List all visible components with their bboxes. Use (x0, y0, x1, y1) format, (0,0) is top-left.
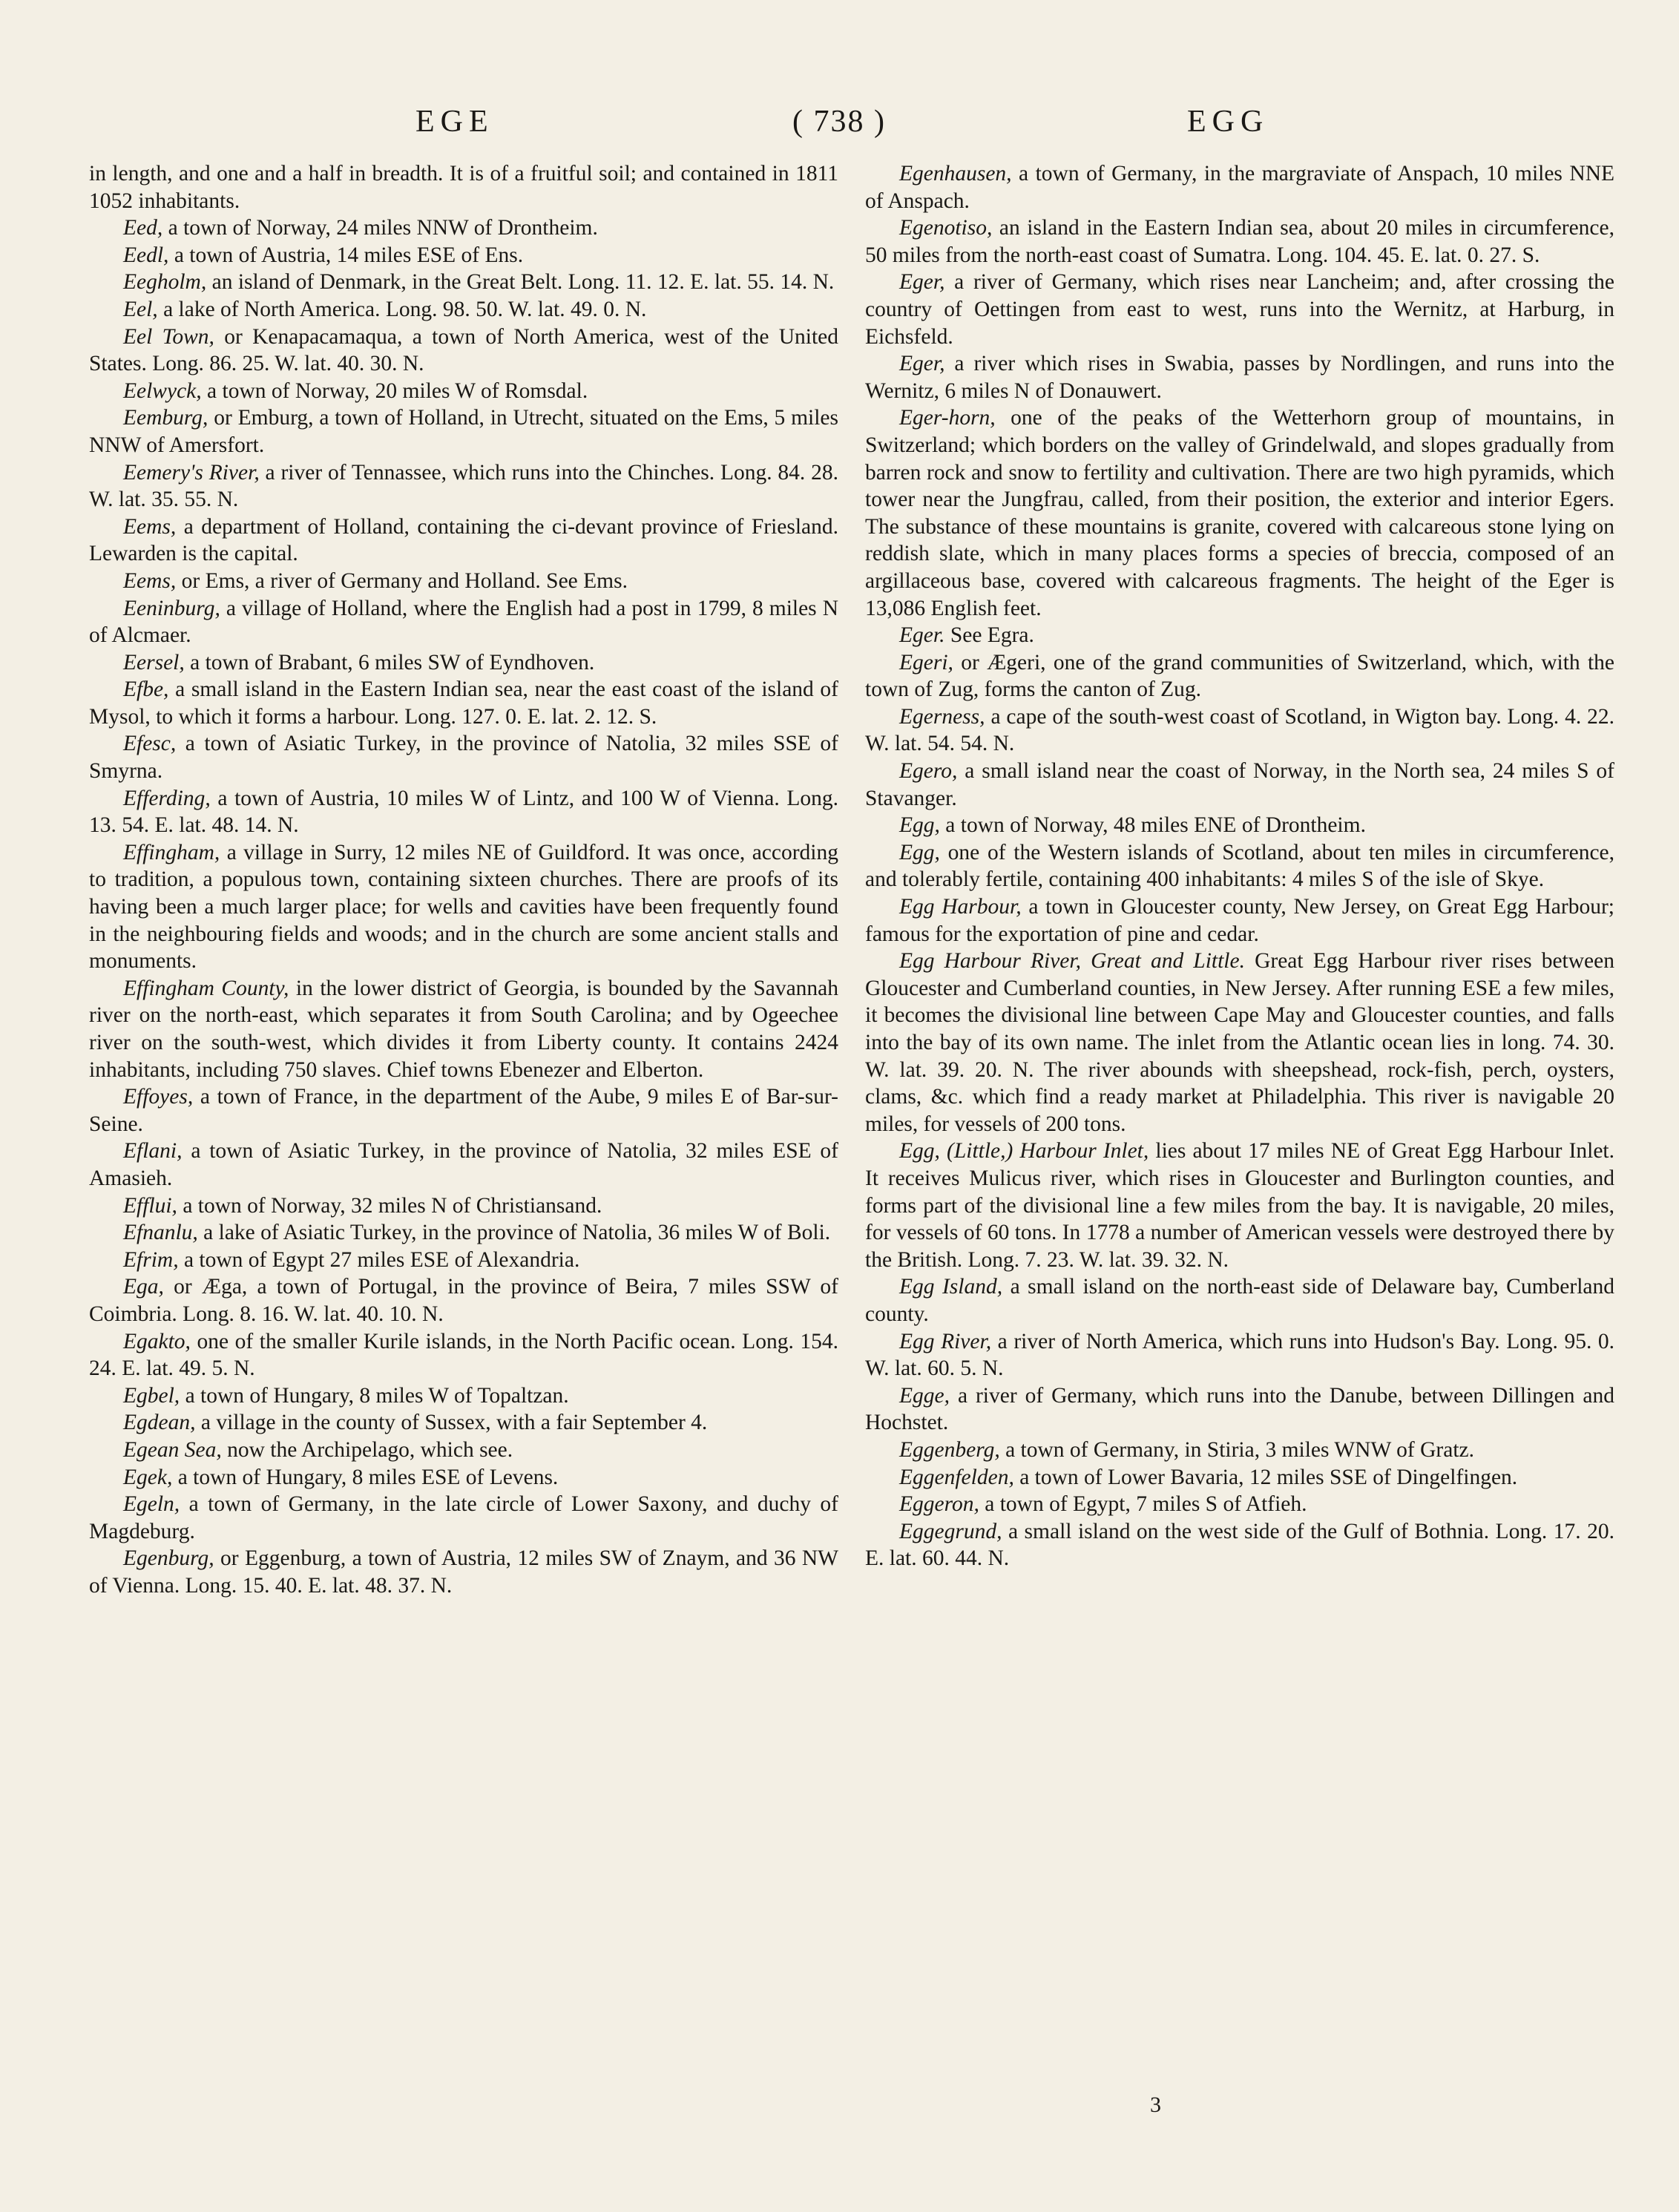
entry: Egg, one of the Western islands of Scotland, about ten miles in circumference, and tolerably fertile, containing 400 inhabitants: 4 miles S of the isle of Skye. (865, 840, 1615, 892)
entry: Ega, or Æga, a town of Portugal, in the province of Beira, 7 miles SSW of Coimbria. Long. 8. 16. W. lat. 40. 10. N. (89, 1275, 839, 1326)
entry: Egg River, a river of North America, which runs into Hudson's Bay. Long. 95. 0. W. lat. 60. 5. N. (865, 1329, 1615, 1381)
signature-mark: 3 (1150, 2093, 1161, 2117)
entry: Eemburg, or Emburg, a town of Holland, in Utrecht, situated on the Ems, 5 miles NNW of Amersfort. (89, 406, 839, 457)
entry: Eger, a river of Germany, which rises near Lancheim; and, after crossing the country of Oettingen from east to west, runs into the Wernitz, at Harburg, in Eichsfeld. (865, 270, 1614, 349)
entry: Egeln, a town of Germany, in the late circle of Lower Saxony, and duchy of Magdeburg. (89, 1492, 839, 1543)
entry: Egean Sea, now the Archipelago, which see. (123, 1437, 513, 1462)
entry: Eggeron, a town of Egypt, 7 miles S of Atfieh. (899, 1492, 1307, 1517)
entry: Eel Town, or Kenapacamaqua, a town of North America, west of the United States. Long. 86. 25. W. lat. 40. 30. N. (89, 324, 839, 376)
entry: Efrim, a town of Egypt 27 miles ESE of Alexandria. (123, 1247, 580, 1272)
right-column (865, 160, 1614, 1572)
entry: Effingham County, in the lower district of Georgia, is bounded by the Savannah river on the north-east, which separates it from South Carolina; and by Ogeechee river on the south-west, which divides it from Liberty county. It contains 2424 inhabitants, including 750 slaves. Chief towns Ebenezer and Elberton. (89, 976, 839, 1082)
entry: Egek, a town of Hungary, 8 miles ESE of Levens. (123, 1465, 559, 1489)
entry: Efesc, a town of Asiatic Turkey, in the province of Natolia, 32 miles SSE of Smyrna. (89, 732, 839, 784)
left-column (89, 160, 838, 1599)
entry: Egenburg, or Eggenburg, a town of Austria, 12 miles SW of Znaym, and 36 NW of Vienna. Long. 15. 40. E. lat. 48. 37. N. (89, 1546, 838, 1598)
entry: Egbel, a town of Hungary, 8 miles W of Topaltzan. (123, 1383, 569, 1408)
entry: Effoyes, a town of France, in the department of the Aube, 9 miles E of Bar-sur-Seine. (89, 1085, 839, 1136)
entry: Eggenberg, a town of Germany, in Stiria, 3 miles WNW of Gratz. (899, 1437, 1475, 1462)
entry: Eggenfelden, a town of Lower Bavaria, 12 miles SSE of Dingelfingen. (899, 1465, 1518, 1489)
entry: Egg Harbour, a town in Gloucester county, New Jersey, on Great Egg Harbour; famous for the exportation of pine and cedar. (865, 895, 1614, 946)
entry: Egg, a town of Norway, 48 miles ENE of Drontheim. (899, 813, 1366, 838)
entry: Eggegrund, a small island on the west side of the Gulf of Bothnia. Long. 17. 20. E. lat. 60. 44. N. (865, 1519, 1615, 1571)
entry: Eed, a town of Norway, 24 miles NNW of Drontheim. (123, 216, 598, 240)
entry: Eersel, a town of Brabant, 6 miles SW of Eyndhoven. (123, 650, 595, 675)
entry: Eems, or Ems, a river of Germany and Holland. See Ems. (123, 568, 628, 593)
entry: Eger. See Egra. (899, 623, 1034, 648)
page-header (0, 104, 1679, 148)
entry: Egakto, one of the smaller Kurile islands, in the North Pacific ocean. Long. 154. 24. E. lat. 49. 5. N. (89, 1329, 839, 1381)
entry: Eems, a department of Holland, containing the ci-devant province of Friesland. Lewarden is the capital. (89, 514, 838, 566)
entry: Egg Harbour River, Great and Little. Great Egg Harbour river rises between Gloucester and Cumberland counties, in New Jersey. After running ESE a few miles, it becomes the divisional line between Cape May and Gloucester counties, and falls into the bay of its own name. The inlet from the Atlantic ocean lies in long. 74. 30. W. lat. 39. 20. N. The river abounds with sheepshead, rock-fish, perch, oysters, clams, &c. which find a ready market at Philadelphia. This river is navigable 20 miles, for vessels of 200 tons. (865, 949, 1614, 1136)
entry: Eger-horn, one of the peaks of the Wetterhorn group of mountains, in Switzerland; which borders on the valley of Grindelwald, and slopes gradually from barren rock and snow to fertility and cultivation. There are two high pyramids, which tower near the Jungfrau, called, from their position, the exterior and interior Egers. The substance of these mountains is granite, covered with calcareous stone lying on reddish slate, which in many places forms a species of breccia, composed of an argillaceous base, covered with calcareous fragments. The height of the Eger is 13,086 English feet. (865, 406, 1615, 620)
header-left: EGE (415, 105, 494, 139)
page-number: ( 738 ) (792, 105, 886, 139)
entry: Efflui, a town of Norway, 32 miles N of Christiansand. (123, 1193, 602, 1218)
entry: Eger, a river which rises in Swabia, passes by Nordlingen, and runs into the Wernitz, 6 miles N of Donauwert. (865, 352, 1615, 403)
entry: in length, and one and a half in breadth. It is of a fruitful soil; and contained in 1811 1052 inhabitants. (89, 162, 838, 213)
entry: Efnanlu, a lake of Asiatic Turkey, in the province of Natolia, 36 miles W of Boli. (123, 1221, 831, 1245)
entry: Efferding, a town of Austria, 10 miles W of Lintz, and 100 W of Vienna. Long. 13. 54. E. lat. 48. 14. N. (89, 786, 839, 838)
entry: Effingham, a village in Surry, 12 miles NE of Guildford. It was once, according to tradition, a populous town, containing sixteen churches. There are proofs of its having been a much larger place; for wells and cavities have been frequently found in the neighbouring fields and woods; and in the church are some ancient stalls and monuments. (89, 840, 838, 974)
entry: Egdean, a village in the county of Sussex, with a fair September 4. (123, 1411, 708, 1435)
header-right: EGG (1187, 105, 1269, 139)
entry: Eel, a lake of North America. Long. 98. 50. W. lat. 49. 0. N. (123, 297, 647, 321)
entry: Eemery's River, a river of Tennassee, which runs into the Chinches. Long. 84. 28. W. lat. 35. 55. N. (89, 460, 838, 512)
entry: Egenotiso, an island in the Eastern Indian sea, about 20 miles in circumference, 50 miles from the north-east coast of Sumatra. Long. 104. 45. E. lat. 0. 27. S. (865, 216, 1614, 267)
entry: Eeninburg, a village of Holland, where the English had a post in 1799, 8 miles N of Alcmaer. (89, 596, 838, 648)
entry: Eegholm, an island of Denmark, in the Great Belt. Long. 11. 12. E. lat. 55. 14. N. (123, 270, 835, 295)
entry: Egeri, or Ægeri, one of the grand communities of Switzerland, which, with the town of Zug, forms the canton of Zug. (865, 650, 1615, 702)
entry: Egg, (Little,) Harbour Inlet, lies about 17 miles NE of Great Egg Harbour Inlet. It receives Mulicus river, which rises in Gloucester and Burlington counties, and forms part of the divisional line a few miles from the bay. It is navigable, 20 miles, for vessels of 60 tons. In 1778 a number of American vessels were destroyed there by the British. Long. 7. 23. W. lat. 39. 32. N. (865, 1139, 1614, 1272)
entry: Egge, a river of Germany, which runs into the Danube, between Dillingen and Hochstet. (865, 1383, 1615, 1435)
entry: Efbe, a small island in the Eastern Indian sea, near the east coast of the island of Mysol, to which it forms a harbour. Long. 127. 0. E. lat. 2. 12. S. (89, 677, 839, 729)
entry: Eedl, a town of Austria, 14 miles ESE of Ens. (123, 243, 524, 267)
entry: Eelwyck, a town of Norway, 20 miles W of Romsdal. (123, 378, 588, 403)
entry: Eflani, a town of Asiatic Turkey, in the province of Natolia, 32 miles ESE of Amasieh. (89, 1139, 839, 1190)
entry: Egerness, a cape of the south-west coast of Scotland, in Wigton bay. Long. 4. 22. W. lat. 54. 54. N. (865, 704, 1614, 756)
entry: Egg Island, a small island on the north-east side of Delaware bay, Cumberland county. (865, 1275, 1614, 1326)
entry: Egero, a small island near the coast of Norway, in the North sea, 24 miles S of Stavanger. (865, 759, 1615, 810)
entry: Egenhausen, a town of Germany, in the margraviate of Anspach, 10 miles NNE of Anspach. (865, 162, 1615, 213)
